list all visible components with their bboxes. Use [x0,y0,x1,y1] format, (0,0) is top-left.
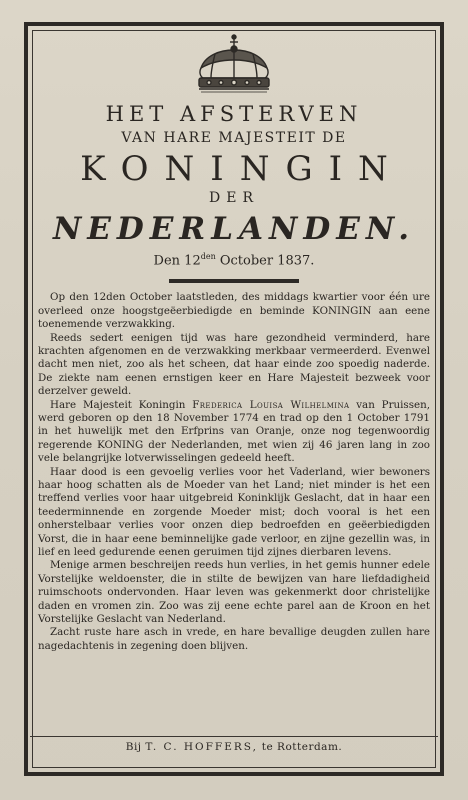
date-line [32,249,436,269]
paragraph: Menige armen beschreijen reeds hun verlies, in het gemis hunner edele Vorstelijke weldoenster, die in stilte de bewijzen van hare liefdadigheid ruimschoots ondervonden. Haar leven was gekenmerkt door christelijke daden en vromen zin. Zoo was zij eene echte parel aan de Kroon en het Vorstelijke Geslacht van Nederland. [38,559,430,626]
crown-icon [189,34,279,96]
queen-name: Frederica Louisa Wilhelmina [192,398,350,411]
date-sup: den [200,252,216,261]
printer-imprint [30,741,438,753]
paragraph: Zacht ruste hare asch in vrede, en hare bevallige deugden zullen hare nagedachtenis in zegening doen blijven. [38,626,430,652]
paragraph: Op den 12den October laatstleden, des middags kwartier voor één ure overleed onze hoogstgeëerbiedigde en beminde KONINGIN aan eene toenemende verzwakking. [38,291,430,331]
title-line-4: DER [209,190,259,206]
notice-body [32,291,436,653]
paragraph-end: van Pruissen, werd geboren op den 18 November 1774 en trad op den 1 October 1791 in het huwelijk met den Erfprins van Oranje, onze nog tegenwoordig regerende KONING der Nederlanden, met wien zij 46 jaren lang in zoo vele belangrijke lotverwisselingen gedeeld heeft. [38,398,430,465]
title-line-5: NEDERLANDEN. [52,211,416,247]
title-line-3: KONINGIN [80,149,404,189]
footer-divider [30,736,438,737]
paragraph [38,399,430,466]
divider-rule [169,279,299,283]
date-rest: October 1837. [215,253,315,269]
printer-name: T. C. HOFFERS, [145,741,258,753]
paragraph: Haar dood is een gevoelig verlies voor het Vaderland, wier bewoners haar hoog schatten als de Moeder van het Land; niet minder is het een treffend verlies voor haar uitgebreid Koninklijk Geslacht, dat in haar een teederminnende en zorgende Moeder mist; doch vooral is het een onherstelbaar verlies voor onzen diep bedroefden en geëerbiedigden Vorst, die in haar eene beminnelijke gade verloor, en zijne gezellin was, in lief en leed gedurende eenen geruimen tijd zijnes dierbaren levens. [38,465,430,559]
date-prefix: Den 12 [153,253,201,269]
title-line-1: HET AFSTERVEN [105,102,363,126]
paragraph: Reeds sedert eenigen tijd was hare gezondheid verminderd, hare krachten afgenomen en de verzwakking merkbaar vermeerderd. Evenwel dacht men niet, zoo als het scheen, dat haar einde zoo spoedig naderde. De ziekte nam eenen ernstigen keer en Hare Majesteit bezweek voor derzelver geweld. [38,331,430,398]
paragraph-start: Hare Majesteit Koningin [50,398,193,411]
title-line-2: VAN HARE MAJESTEIT DE [121,130,347,146]
imprint-prefix: Bij [125,741,146,753]
notice-content [32,34,436,653]
imprint-suffix: te Rotterdam. [257,741,343,753]
